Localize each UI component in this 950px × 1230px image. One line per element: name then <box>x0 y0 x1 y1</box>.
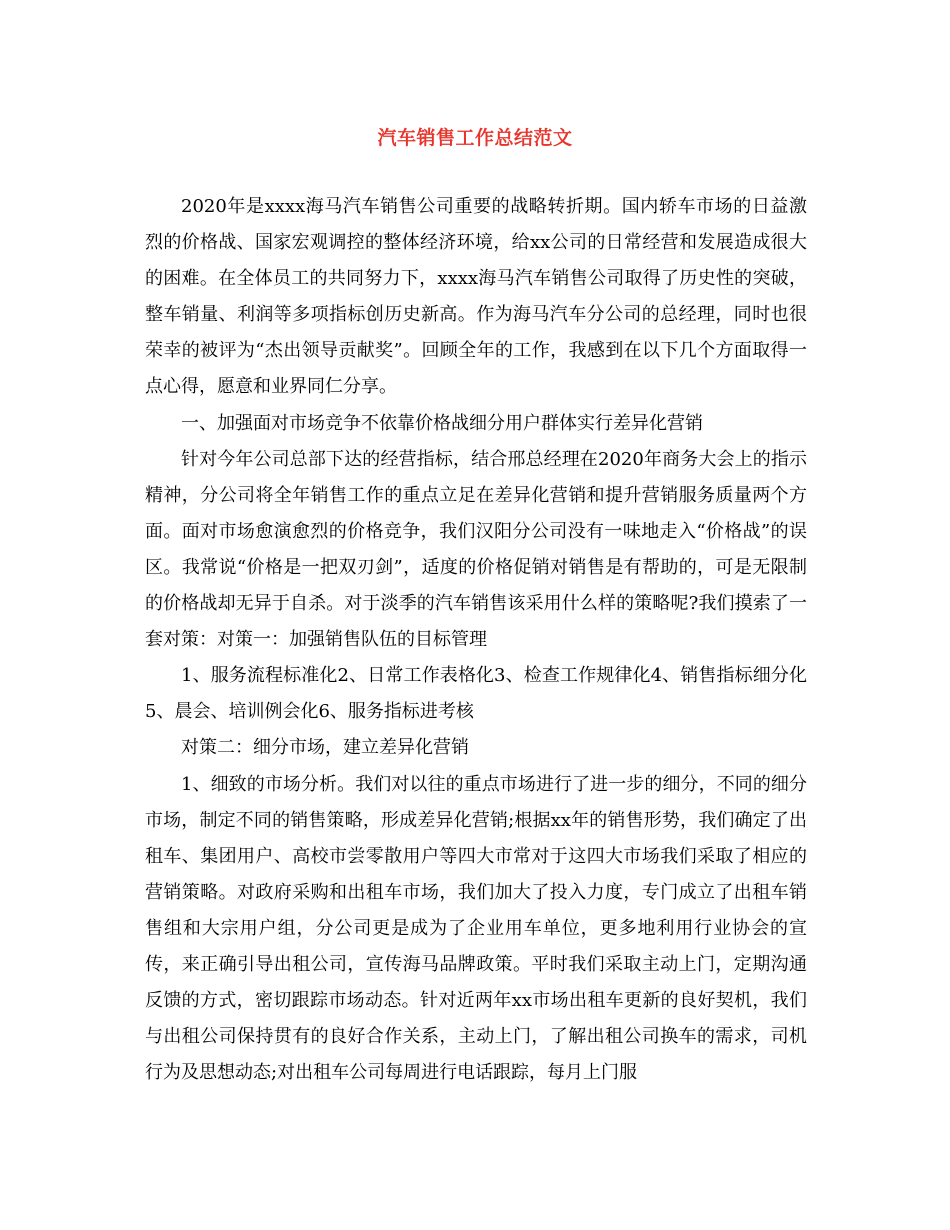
paragraph-section-heading-1: 一、加强面对市场竞争不依靠价格战细分用户群体实行差异化营销 <box>181 412 703 434</box>
document-title: 汽车销售工作总结范文 <box>377 127 573 149</box>
paragraph-strategy-two-heading: 对策二：细分市场，建立差异化营销 <box>181 737 469 759</box>
paragraph-market-analysis: 1、细致的市场分析。我们对以往的重点市场进行了进一步的细分，不同的细分市场，制定不同的销售策略，形成差异化营销;根据xx年的销售形势，我们确定了出租车、集团用户、高校市尝零散用户等四大市常对于这四大市场我们采取了相应的营销策略。对政府采购和出租车市场，我们加大了投入力度，专门成立了出租车销售组和大宗用户组，分公司更是成为了企业用车单位，更多地利用行业协会的宣传，来正确引导出租公司，宣传海马品牌政策。平时我们采取主动上门，定期沟通反馈的方式，密切跟踪市场动态。针对近两年xx市场出租车更新的良好契机，我们与出租公司保持贯有的良好合作关系，主动上门，了解出租公司换车的需求，司机行为及思想动态;对出租车公司每周进行电话跟踪，每月上门服 <box>145 773 807 1084</box>
paragraph-intro: 2020年是xxxx海马汽车销售公司重要的战略转折期。国内轿车市场的日益激烈的价格战、国家宏观调控的整体经济环境，给xx公司的日常经营和发展造成很大的困难。在全体员工的共同努力下，xxxx海马汽车销售公司取得了历史性的突破，整车销量、利润等多项指标创历史新高。作为海马汽车分公司的总经理，同时也很荣幸的被评为“杰出领导贡献奖”。回顾全年的工作，我感到在以下几个方面取得一点心得，愿意和业界同仁分享。 <box>145 196 807 398</box>
paragraph-strategy: 针对今年公司总部下达的经营指标，结合邢总经理在2020年商务大会上的指示精神，分公司将全年销售工作的重点立足在差异化营销和提升营销服务质量两个方面。面对市场愈演愈烈的价格竞争，我们汉阳分公司没有一味地走入“价格战”的误区。我常说“价格是一把双刃剑”，适度的价格促销对销售是有帮助的，可是无限制的价格战却无异于自杀。对于淡季的汽车销售该采用什么样的策略呢?我们摸索了一套对策：对策一：加强销售队伍的目标管理 <box>145 448 807 651</box>
document-body <box>145 189 807 1091</box>
paragraph-service-list: 1、服务流程标准化2、日常工作表格化3、检查工作规律化4、销售指标细分化5、晨会、培训例会化6、服务指标进考核 <box>145 665 807 723</box>
